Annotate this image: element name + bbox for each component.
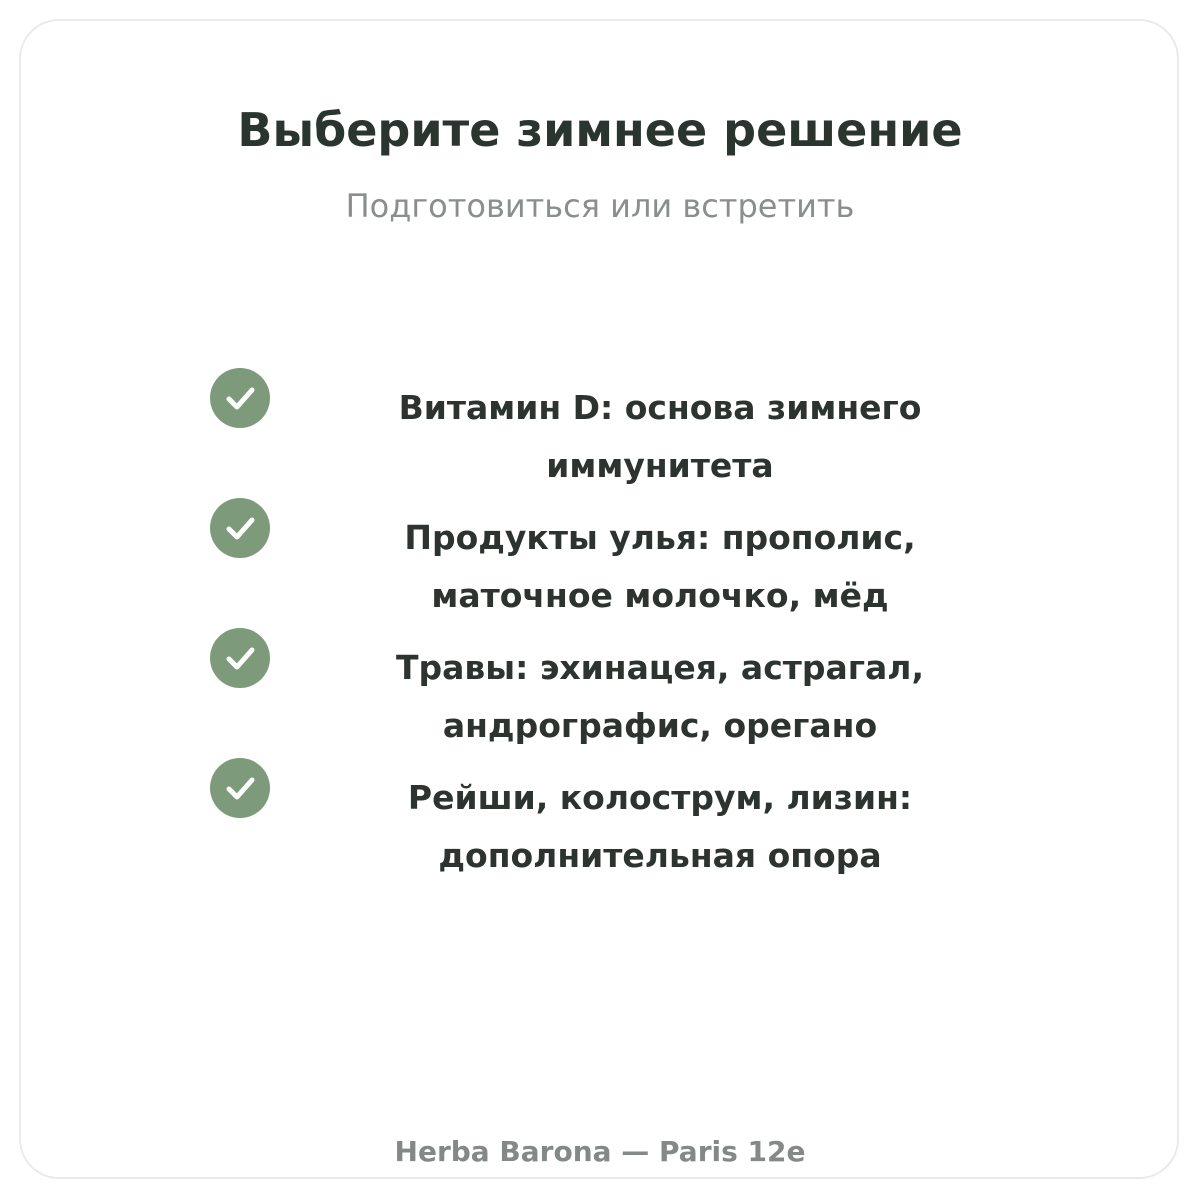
list-item-text: Витамин D: основа зимнего иммунитета [398,388,922,485]
list-item-text: Рейши, колострум, лизин: дополнительная опора [407,778,913,875]
check-circle-icon [210,498,270,558]
list-item-text: Травы: эхинацея, астрагал, андрографис, орегано [396,648,924,745]
check-circle-icon [210,758,270,818]
check-circle-icon [210,368,270,428]
list-item-text: Продукты улья: прополис, маточное молочко, мёд [404,518,916,615]
page-title: Выберите зимнее решение [237,103,963,157]
page-subtitle: Подготовиться или встретить [345,187,855,225]
footer-brand: Herba Barona — Paris 12e [394,1135,806,1168]
check-circle-icon [210,628,270,688]
